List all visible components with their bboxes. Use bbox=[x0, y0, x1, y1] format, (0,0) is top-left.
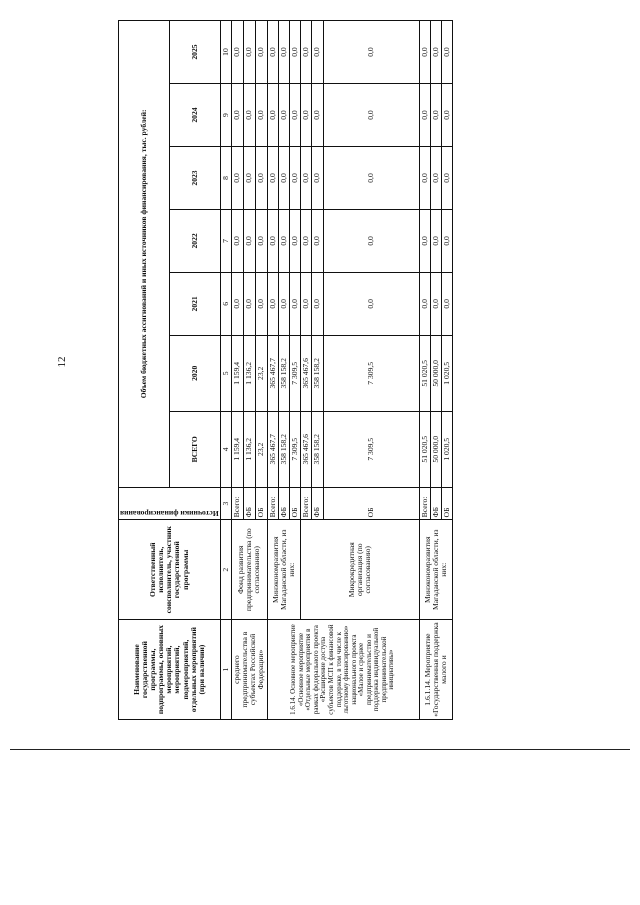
year-header: 2020 bbox=[169, 335, 220, 411]
value-cell: 1 136,2 bbox=[243, 411, 255, 487]
value-cell: 0,0 bbox=[278, 21, 289, 84]
value-cell: 0,0 bbox=[441, 272, 452, 335]
col-source-label: Источники финансирования bbox=[120, 509, 219, 519]
value-cell: 50 000,0 bbox=[430, 335, 441, 411]
value-cell: 0,0 bbox=[255, 21, 267, 84]
value-cell: 0,0 bbox=[255, 84, 267, 147]
value-cell: 7 309,5 bbox=[323, 411, 419, 487]
value-cell: 0,0 bbox=[290, 84, 301, 147]
value-cell: 0,0 bbox=[267, 272, 278, 335]
value-cell: 0,0 bbox=[301, 147, 312, 210]
value-cell: 365 467,6 bbox=[301, 335, 312, 411]
value-cell: 0,0 bbox=[301, 209, 312, 272]
value-cell: 0,0 bbox=[430, 209, 441, 272]
value-cell: 0,0 bbox=[255, 272, 267, 335]
column-number-row bbox=[220, 21, 231, 720]
col-name-header: Наименование государственной программы, подпрограммы, основных мероприятий, мероприятий, подмероприятий, отдельных мероприятий (при наличии) bbox=[119, 620, 221, 720]
value-cell: 0,0 bbox=[243, 147, 255, 210]
column-number: 3 bbox=[220, 487, 231, 520]
column-number: 9 bbox=[220, 84, 231, 147]
column-number: 10 bbox=[220, 21, 231, 84]
table-row bbox=[419, 21, 430, 720]
value-cell: 23,2 bbox=[255, 335, 267, 411]
value-cell: 365 467,6 bbox=[301, 411, 312, 487]
value-cell: 0,0 bbox=[441, 209, 452, 272]
value-cell: 50 000,0 bbox=[430, 411, 441, 487]
value-cell: 0,0 bbox=[278, 272, 289, 335]
value-cell: 0,0 bbox=[301, 272, 312, 335]
source-cell: Всего: bbox=[231, 487, 243, 520]
column-number: 1 bbox=[220, 620, 231, 720]
value-cell: 0,0 bbox=[267, 147, 278, 210]
value-cell: 0,0 bbox=[301, 84, 312, 147]
value-cell: 358 158,2 bbox=[312, 411, 323, 487]
value-cell: 0,0 bbox=[243, 21, 255, 84]
value-cell: 0,0 bbox=[243, 272, 255, 335]
col-volume-header: Объем бюджетных ассигнований и иных источников финансирования, тыс. рублей: bbox=[119, 21, 170, 488]
budget-table-container bbox=[118, 20, 582, 720]
value-cell: 0,0 bbox=[231, 84, 243, 147]
value-cell: 0,0 bbox=[290, 209, 301, 272]
value-cell: 0,0 bbox=[243, 84, 255, 147]
program-name-cell: среднего предпринимательства в субъектах Российской Федерации» bbox=[231, 620, 267, 720]
value-cell: 51 020,5 bbox=[419, 335, 430, 411]
value-cell: 0,0 bbox=[255, 147, 267, 210]
value-cell: 0,0 bbox=[267, 84, 278, 147]
value-cell: 0,0 bbox=[323, 209, 419, 272]
value-cell: 0,0 bbox=[323, 84, 419, 147]
value-cell: 0,0 bbox=[419, 147, 430, 210]
executor-cell: Минэкономразвития Магаданской области, из них: bbox=[267, 520, 301, 620]
value-cell: 0,0 bbox=[323, 272, 419, 335]
value-cell: 0,0 bbox=[290, 272, 301, 335]
value-cell: 0,0 bbox=[231, 21, 243, 84]
value-cell: 0,0 bbox=[430, 147, 441, 210]
table-row bbox=[301, 21, 312, 720]
value-cell: 0,0 bbox=[323, 21, 419, 84]
budget-table bbox=[118, 20, 453, 720]
value-cell: 0,0 bbox=[231, 272, 243, 335]
value-cell: 0,0 bbox=[430, 84, 441, 147]
executor-cell: Фонд развития предпринимательства (по согласованию) bbox=[231, 520, 267, 620]
value-cell: 0,0 bbox=[290, 21, 301, 84]
year-header: 2024 bbox=[169, 84, 220, 147]
column-number: 5 bbox=[220, 335, 231, 411]
year-header: 2022 bbox=[169, 209, 220, 272]
value-cell: 1 159,4 bbox=[231, 335, 243, 411]
header-row bbox=[119, 21, 170, 720]
table-row bbox=[267, 21, 278, 720]
value-cell: 0,0 bbox=[430, 21, 441, 84]
value-cell: 0,0 bbox=[323, 147, 419, 210]
year-header: 2023 bbox=[169, 147, 220, 210]
value-cell: 7 309,5 bbox=[290, 335, 301, 411]
value-cell: 0,0 bbox=[441, 84, 452, 147]
value-cell: 0,0 bbox=[290, 147, 301, 210]
value-cell: 0,0 bbox=[231, 147, 243, 210]
value-cell: 1 020,5 bbox=[441, 335, 452, 411]
source-cell: Всего: bbox=[419, 487, 430, 520]
source-cell: ОБ bbox=[323, 487, 419, 520]
value-cell: 1 159,4 bbox=[231, 411, 243, 487]
value-cell: 0,0 bbox=[419, 209, 430, 272]
source-cell: ФБ bbox=[278, 487, 289, 520]
table-row bbox=[231, 21, 243, 720]
value-cell: 0,0 bbox=[267, 21, 278, 84]
executor-cell: Минэкономразвития Магаданской области, из них: bbox=[419, 520, 453, 620]
column-number: 4 bbox=[220, 411, 231, 487]
value-cell: 0,0 bbox=[312, 147, 323, 210]
value-cell: 0,0 bbox=[419, 272, 430, 335]
value-cell: 0,0 bbox=[430, 272, 441, 335]
value-cell: 0,0 bbox=[312, 84, 323, 147]
value-cell: 0,0 bbox=[441, 147, 452, 210]
column-number: 2 bbox=[220, 520, 231, 620]
col-executor-header: Ответственный исполнитель, соисполнитель, участник государственной программы bbox=[119, 520, 221, 620]
source-cell: ФБ bbox=[312, 487, 323, 520]
year-header: 2025 bbox=[169, 21, 220, 84]
col-source-header bbox=[119, 487, 221, 520]
source-cell: ОБ bbox=[290, 487, 301, 520]
source-cell: Всего: bbox=[301, 487, 312, 520]
source-cell: ФБ bbox=[430, 487, 441, 520]
value-cell: 358 158,2 bbox=[278, 411, 289, 487]
value-cell: 51 020,5 bbox=[419, 411, 430, 487]
program-name-cell: 1.6.1.14. Мероприятие «Государственная поддержка малого и bbox=[419, 620, 453, 720]
value-cell: 358 158,2 bbox=[278, 335, 289, 411]
source-cell: ОБ bbox=[441, 487, 452, 520]
column-number: 8 bbox=[220, 147, 231, 210]
value-cell: 0,0 bbox=[278, 209, 289, 272]
value-cell: 23,2 bbox=[255, 411, 267, 487]
value-cell: 365 467,7 bbox=[267, 335, 278, 411]
value-cell: 0,0 bbox=[441, 21, 452, 84]
year-header: 2021 bbox=[169, 272, 220, 335]
page-divider bbox=[10, 749, 630, 750]
value-cell: 7 309,5 bbox=[290, 411, 301, 487]
value-cell: 0,0 bbox=[267, 209, 278, 272]
column-number: 7 bbox=[220, 209, 231, 272]
value-cell: 0,0 bbox=[278, 84, 289, 147]
page-number: 12 bbox=[56, 356, 68, 368]
value-cell: 0,0 bbox=[312, 209, 323, 272]
value-cell: 0,0 bbox=[419, 84, 430, 147]
value-cell: 365 467,7 bbox=[267, 411, 278, 487]
program-name-cell: 1.6.14. Основное мероприятие «Основное мероприятие «Отдельные мероприятия в рамках федерального проекта «Расширение доступа субъектов МСП к финансовой поддержке, в том числе к льготному финансированию» национального проекта «Малое и среднее предпринимательство и поддержка индивидуальной предпринимательской инициативы» bbox=[267, 620, 419, 720]
value-cell: 0,0 bbox=[278, 147, 289, 210]
year-header: ВСЕГО bbox=[169, 411, 220, 487]
sub-executor-cell: Микрокредитная организация (по согласованию) bbox=[301, 520, 419, 620]
value-cell: 1 020,5 bbox=[441, 411, 452, 487]
source-cell: Всего: bbox=[267, 487, 278, 520]
source-cell: ОБ bbox=[255, 487, 267, 520]
value-cell: 0,0 bbox=[231, 209, 243, 272]
value-cell: 0,0 bbox=[255, 209, 267, 272]
value-cell: 7 309,5 bbox=[323, 335, 419, 411]
value-cell: 0,0 bbox=[301, 21, 312, 84]
column-number: 6 bbox=[220, 272, 231, 335]
value-cell: 0,0 bbox=[243, 209, 255, 272]
value-cell: 0,0 bbox=[419, 21, 430, 84]
value-cell: 358 158,2 bbox=[312, 335, 323, 411]
value-cell: 0,0 bbox=[312, 272, 323, 335]
value-cell: 1 136,2 bbox=[243, 335, 255, 411]
value-cell: 0,0 bbox=[312, 21, 323, 84]
source-cell: ФБ bbox=[243, 487, 255, 520]
